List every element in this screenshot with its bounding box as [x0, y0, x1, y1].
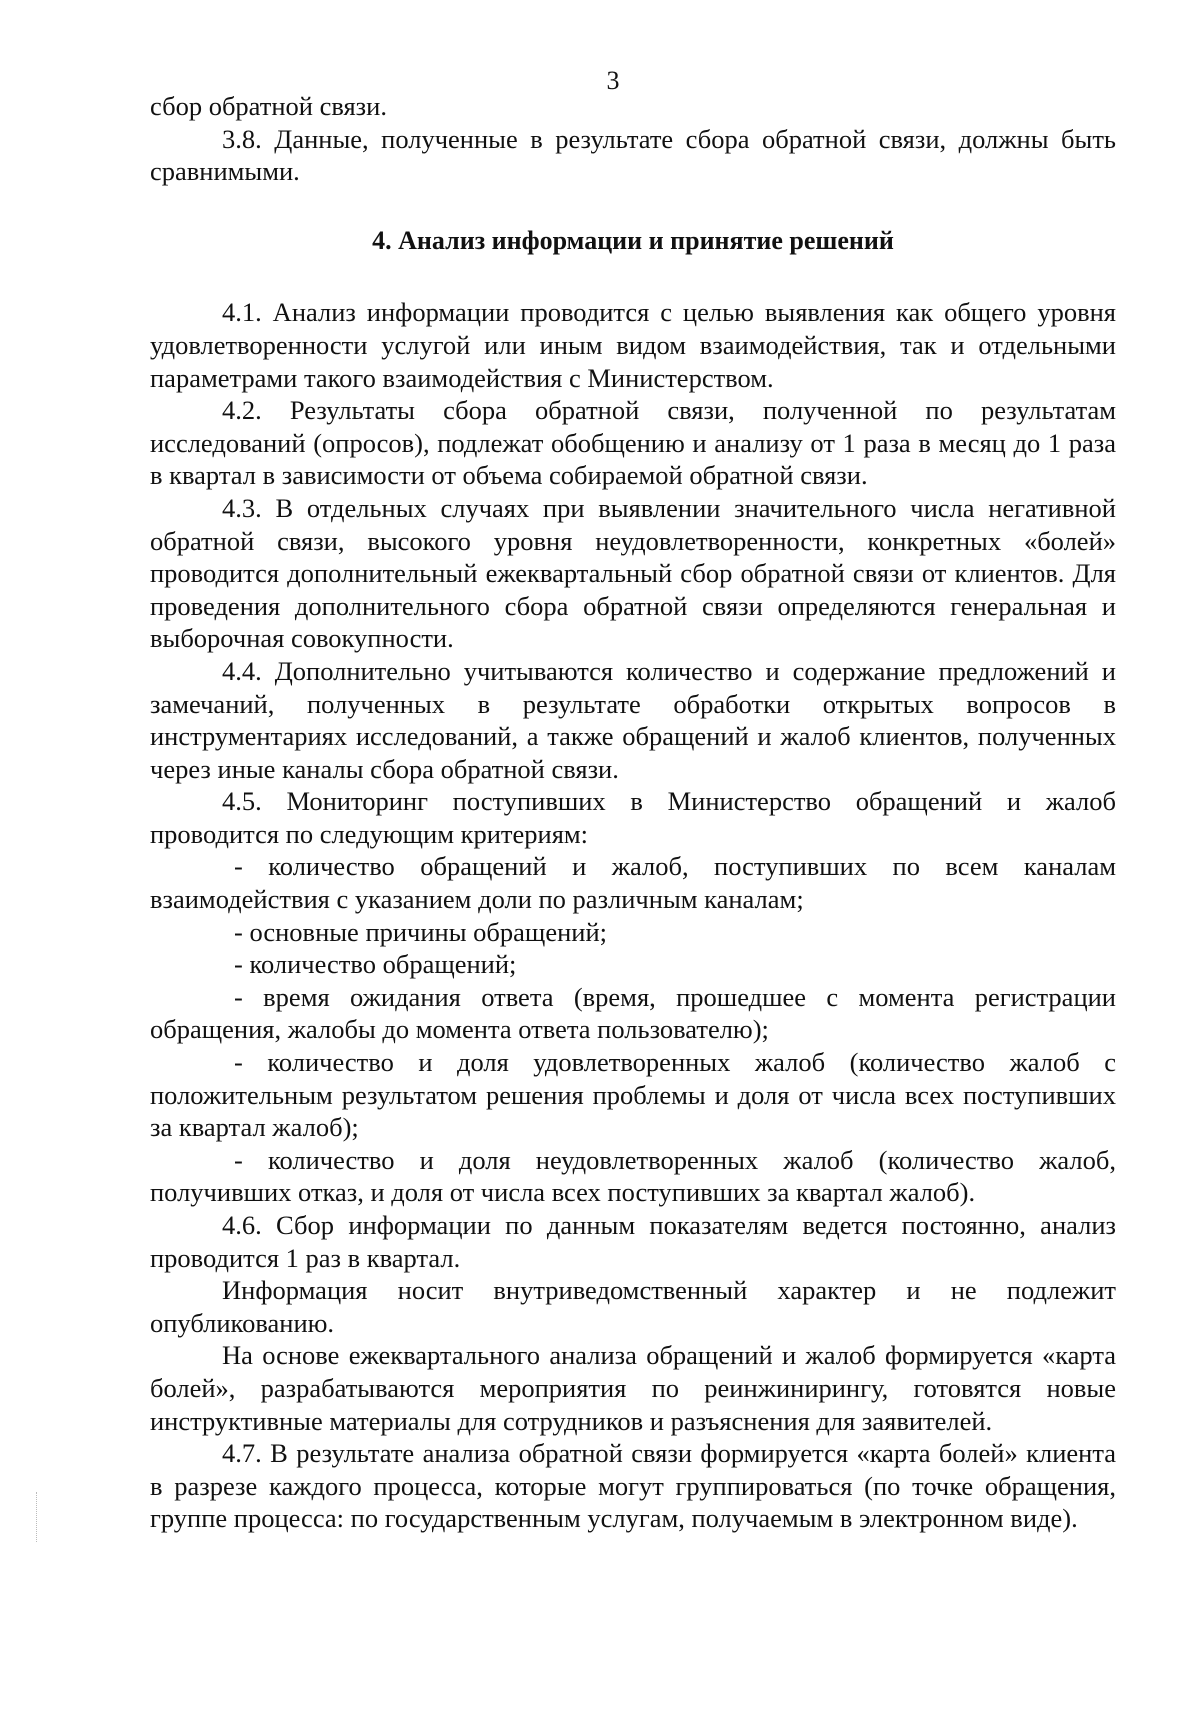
list-item: - время ожидания ответа (время, прошедшее с момента регистрации обращения, жалобы до момента ответа пользователю); [150, 981, 1116, 1045]
paragraph-4-2: 4.2. Результаты сбора обратной связи, полученной по результатам исследований (опросов), подлежат обобщению и анализу от 1 раза в месяц до 1 раза в квартал в зависимости от объема собираемой обратной связи. [150, 395, 1116, 491]
page-number: 3 [606, 66, 620, 95]
paragraph-4-7: 4.7. В результате анализа обратной связи формируется «карта болей» клиента в разрезе каждого процесса, которые могут группироваться (по точке обращения, группе процесса: по государственным услугам, получаемым в электронном виде). [150, 1438, 1116, 1534]
scan-artifact-mark [36, 1492, 38, 1542]
list-item: - основные причины обращений; [234, 916, 607, 947]
list-item: - количество обращений; [234, 949, 517, 980]
paragraph-4-4: 4.4. Дополнительно учитываются количество и содержание предложений и замечаний, полученных в результате обработки открытых вопросов в инструментариях исследований, а также обращений и жалоб клиентов, полученных через иные каналы сбора обратной связи. [150, 655, 1116, 784]
paragraph-pain-map: На основе ежеквартального анализа обращений и жалоб формируется «карта болей», разрабатываются мероприятия по реинжинирингу, готовятся новые инструктивные материалы для сотрудников и разъяснения для заявителей. [150, 1340, 1116, 1436]
list-item: - количество и доля неудовлетворенных жалоб (количество жалоб, получивших отказ, и доля от числа всех поступивших за квартал жалоб). [150, 1144, 1116, 1208]
paragraph-continuation: сбор обратной связи. [150, 91, 387, 121]
paragraph-4-1: 4.1. Анализ информации проводится с целью выявления как общего уровня удовлетворенности услугой или иным видом взаимодействия, так и отдельными параметрами такого взаимодействия с Министерством. [150, 297, 1116, 393]
paragraph-3-8: 3.8. Данные, полученные в результате сбора обратной связи, должны быть сравнимыми. [150, 123, 1116, 187]
paragraph-confidentiality: Информация носит внутриведомственный характер и не подлежит опубликованию. [150, 1275, 1116, 1338]
list-item: - количество обращений и жалоб, поступивших по всем каналам взаимодействия с указанием доли по различным каналам; [150, 851, 1116, 915]
list-item: - количество и доля удовлетворенных жалоб (количество жалоб с положительным результатом решения проблемы и доля от числа всех поступивших за квартал жалоб); [150, 1047, 1116, 1143]
section-heading: 4. Анализ информации и принятие решений [372, 225, 894, 255]
paragraph-4-3: 4.3. В отдельных случаях при выявлении значительного числа негативной обратной связи, высокого уровня неудовлетворенности, конкретных «болей» проводится дополнительный ежеквартальный сбор обратной связи от клиентов. Для проведения дополнительного сбора обратной связи определяются генеральная и выборочная совокупности. [150, 492, 1116, 654]
document-body [150, 90, 1116, 1535]
paragraph-4-5: 4.5. Мониторинг поступивших в Министерство обращений и жалоб проводится по следующим критериям: [150, 786, 1116, 849]
paragraph-4-6: 4.6. Сбор информации по данным показателям ведется постоянно, анализ проводится 1 раз в квартал. [150, 1210, 1116, 1273]
